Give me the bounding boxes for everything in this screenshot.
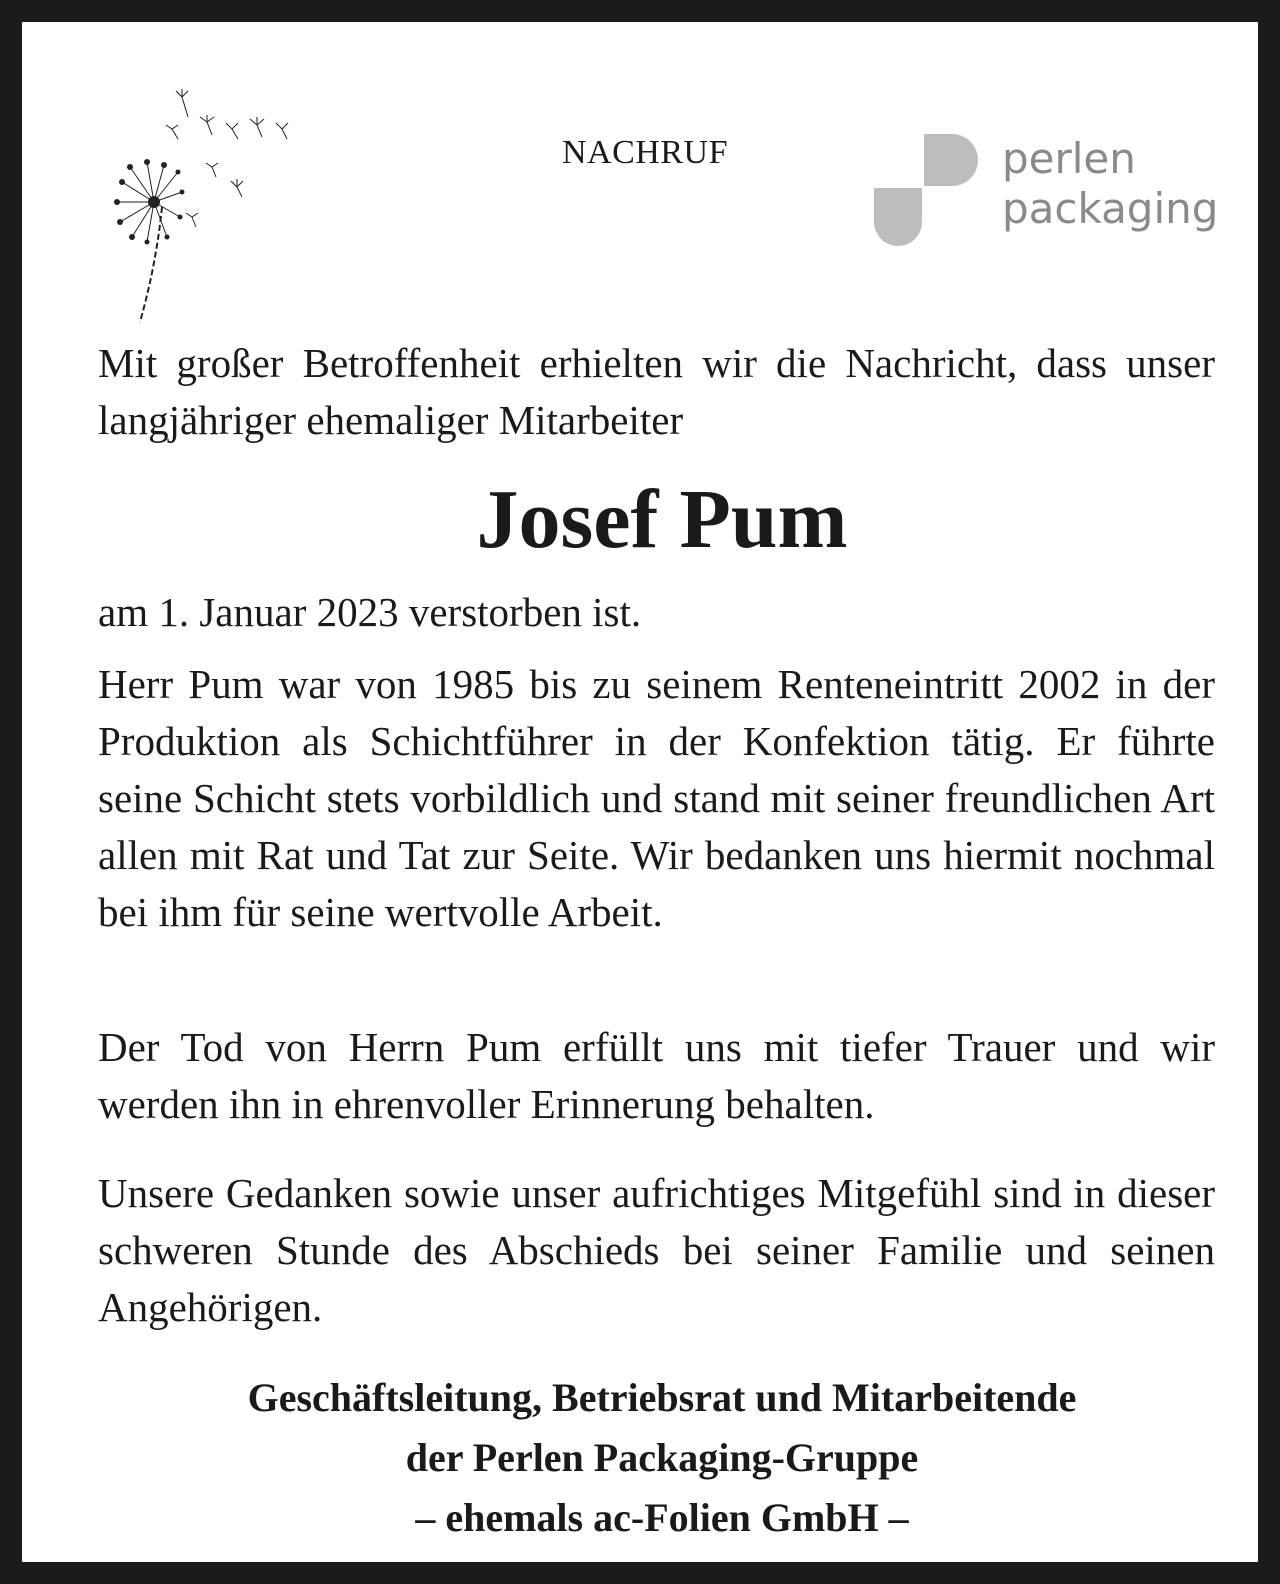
- logo-line-1: perlen: [1002, 134, 1136, 183]
- biography-paragraph: Herr Pum war von 1985 bis zu seinem Renteneintritt 2002 in der Produktion als Schichtführer in der Konfektion tätig. Er führte seine Schicht stets vorbildlich und stand mit seiner freundlichen Art allen mit Rat und Tat zur Seite. Wir bedanken uns hiermit nochmal bei ihm für seine wertvolle Arbeit.: [98, 661, 1215, 935]
- signature-line-3: – ehemals ac-Folien GmbH –: [415, 1495, 909, 1540]
- page-title: NACHRUF: [562, 134, 728, 171]
- condolence-paragraph-1: Der Tod von Herrn Pum erfüllt uns mit tiefer Trauer und wir werden ihn in ehrenvoller Erinnerung behalten.: [98, 1024, 1215, 1127]
- signature-block: [22, 1368, 1280, 1548]
- deceased-name: Josef Pum: [476, 473, 848, 566]
- signature-line-2: der Perlen Packaging-Gruppe: [405, 1435, 919, 1480]
- intro-paragraph: Mit großer Betroffenheit erhielten wir die Nachricht, dass unser langjähriger ehemaliger Mitarbeiter: [98, 340, 1215, 443]
- logo-line-2: packaging: [1002, 184, 1219, 233]
- company-logo: [872, 132, 1232, 252]
- logo-wordmark: [1002, 134, 1218, 234]
- condolence-paragraph-2: Unsere Gedanken sowie unser aufrichtiges Mitgefühl sind in dieser schweren Stunde des Abschieds bei seiner Familie und seinen Angehörigen.: [98, 1170, 1215, 1330]
- signature-line-1: Geschäftsleitung, Betriebsrat und Mitarbeitende: [247, 1375, 1077, 1420]
- date-line: am 1. Januar 2023 verstorben ist.: [98, 589, 642, 635]
- dandelion-icon: [92, 77, 322, 327]
- perlen-packaging-logo-mark-icon: [872, 132, 992, 252]
